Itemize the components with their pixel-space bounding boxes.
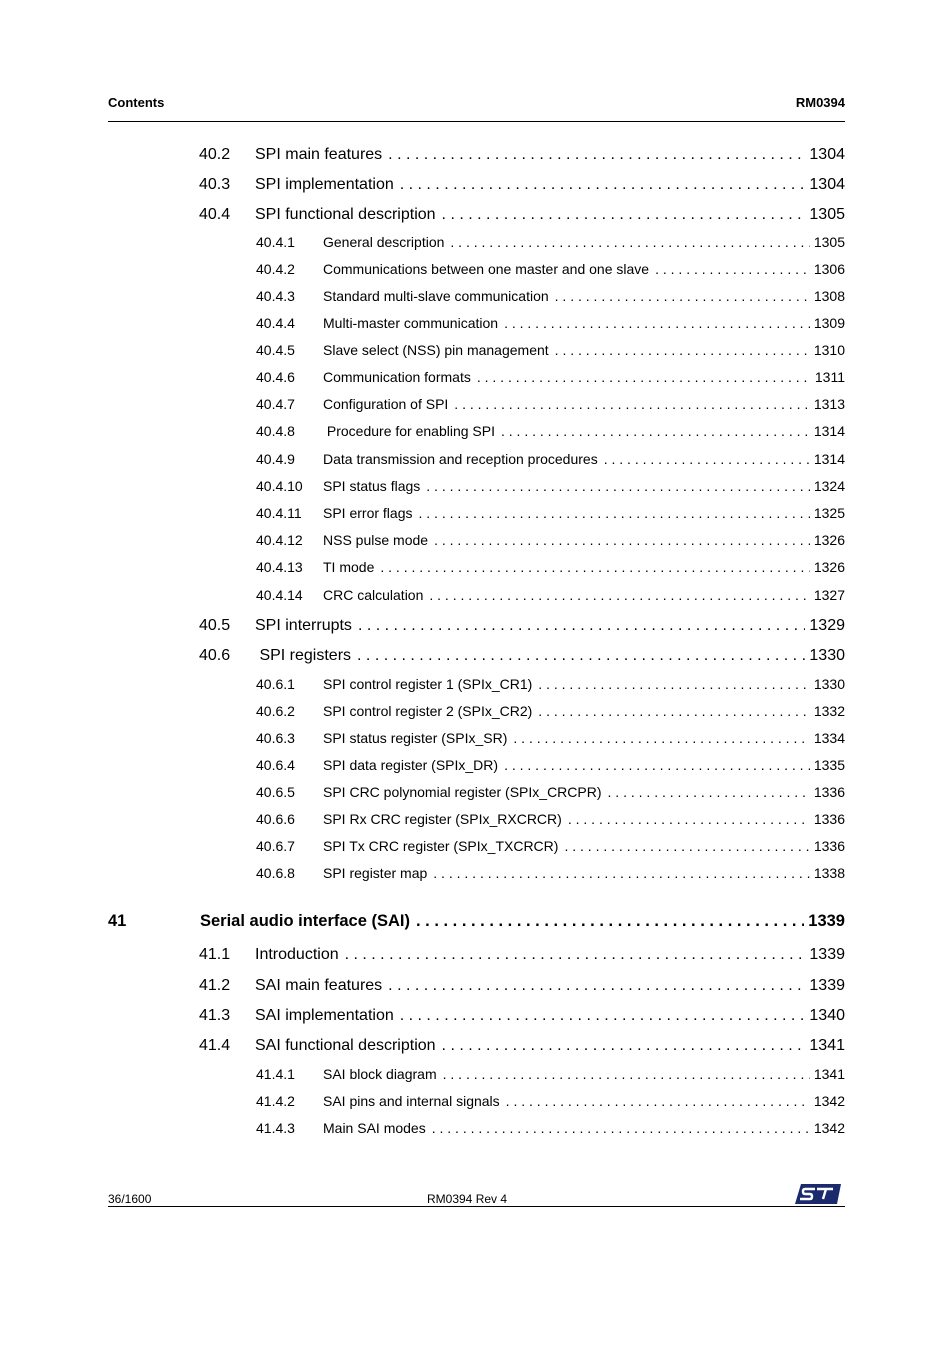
toc-entry-page: 1311 <box>814 369 845 385</box>
toc-entry[interactable] <box>256 478 845 494</box>
toc-entry-page: 1339 <box>808 912 845 930</box>
toc-entry-number: 40.4.5 <box>256 342 295 358</box>
toc-entry-page: 1341 <box>813 1066 845 1082</box>
toc-entry-number: 40.6.3 <box>256 730 295 746</box>
toc-entry-number: 40.5 <box>199 617 231 634</box>
toc-entry-page: 1334 <box>813 730 845 746</box>
toc-dot-leader <box>568 811 810 827</box>
toc-entry[interactable] <box>256 1093 845 1109</box>
header-doc-id: RM0394 <box>795 95 845 110</box>
toc-entry[interactable] <box>256 451 845 467</box>
toc-dot-leader <box>454 396 810 412</box>
toc-entry[interactable] <box>256 369 845 385</box>
toc-entry-title: SPI status flags <box>323 478 421 494</box>
toc-entry-page: 1342 <box>813 1120 845 1136</box>
toc-entry-number: 41.4.1 <box>256 1066 295 1082</box>
toc-entry-number: 41.4.2 <box>256 1093 295 1109</box>
toc-entry-page: 1309 <box>813 315 845 331</box>
toc-entry-page: 1335 <box>813 757 845 773</box>
toc-dot-leader <box>400 176 806 194</box>
toc-entry-number: 40.6.4 <box>256 757 295 773</box>
toc-entry-page: 1326 <box>813 559 845 575</box>
toc-entry[interactable] <box>199 146 845 164</box>
toc-entry[interactable] <box>256 838 845 854</box>
toc-entry-page: 1342 <box>813 1093 845 1109</box>
toc-dot-leader <box>538 676 810 692</box>
header-section-title: Contents <box>108 95 165 110</box>
toc-entry[interactable] <box>199 1007 845 1025</box>
toc-entry-number: 40.4.13 <box>256 559 303 575</box>
toc-dot-leader <box>564 838 809 854</box>
toc-entry[interactable] <box>256 1066 845 1082</box>
toc-dot-leader <box>477 369 811 385</box>
toc-entry[interactable] <box>199 176 845 194</box>
toc-entry-title: SPI Rx CRC register (SPIx_RXCRCR) <box>323 811 562 827</box>
toc-dot-leader <box>538 703 810 719</box>
toc-dot-leader <box>555 288 810 304</box>
toc-entry-title: Communication formats <box>323 369 471 385</box>
toc-entry-page: 1326 <box>813 532 845 548</box>
toc-entry-number: 40.4.4 <box>256 315 295 331</box>
toc-entry-number: 40.4.1 <box>256 234 295 250</box>
toc-entry-page: 1313 <box>813 396 845 412</box>
toc-dot-leader <box>608 784 810 800</box>
page-footer <box>108 1184 845 1207</box>
toc-entry[interactable] <box>199 617 845 635</box>
toc-entry-page: 1308 <box>813 288 845 304</box>
toc-dot-leader <box>418 505 809 521</box>
toc-entry[interactable] <box>199 206 845 224</box>
toc-entry-page: 1305 <box>813 234 845 250</box>
toc-entry-number: 40.6.1 <box>256 676 295 692</box>
toc-entry-title: NSS pulse mode <box>323 532 429 548</box>
toc-entry-page: 1332 <box>813 703 845 719</box>
toc-entry[interactable] <box>256 811 845 827</box>
toc-entry-number: 40.4.14 <box>256 587 303 603</box>
toc-entry-number: 40.4.3 <box>256 288 295 304</box>
toc-entry[interactable] <box>256 423 845 439</box>
toc-entry-number: 40.4.11 <box>256 505 302 521</box>
toc-entry-page: 1339 <box>809 977 845 994</box>
toc-entry-title: Procedure for enabling SPI <box>323 423 495 439</box>
footer-doc-revision: RM0394 Rev 4 <box>427 1192 508 1206</box>
toc-entry-page: 1338 <box>813 865 845 881</box>
toc-entry-title: SPI error flags <box>323 505 413 521</box>
toc-entry[interactable] <box>256 396 845 412</box>
toc-entry-number: 40.4.12 <box>256 532 303 548</box>
toc-entry-number: 40.6.7 <box>256 838 295 854</box>
toc-dot-leader <box>358 617 805 635</box>
toc-dot-leader <box>400 1007 806 1025</box>
toc-entry-number: 41.4.3 <box>256 1120 295 1136</box>
toc-entry[interactable] <box>256 730 845 746</box>
toc-entry-title: Main SAI modes <box>323 1120 426 1136</box>
toc-dot-leader <box>442 1037 806 1055</box>
st-logo-icon <box>795 1184 841 1204</box>
toc-entry-page: 1314 <box>813 451 845 467</box>
toc-dot-leader <box>433 865 810 881</box>
toc-entry[interactable] <box>256 703 845 719</box>
toc-dot-leader <box>501 423 810 439</box>
toc-entry-page: 1336 <box>813 811 845 827</box>
toc-entry-title: SPI functional description <box>255 206 436 223</box>
toc-entry-page: 1330 <box>813 676 845 692</box>
toc-entry[interactable] <box>256 315 845 331</box>
toc-entry-number: 40.6.2 <box>256 703 295 719</box>
toc-entry-title: General description <box>323 234 445 250</box>
toc-dot-leader <box>513 730 809 746</box>
toc-entry[interactable] <box>256 532 845 548</box>
toc-entry-title: SPI implementation <box>255 176 394 193</box>
toc-entry-title: SAI implementation <box>255 1007 394 1024</box>
page-header <box>108 93 845 122</box>
toc-dot-leader <box>555 342 810 358</box>
toc-entry-page: 1310 <box>813 342 845 358</box>
toc-entry-title: SAI pins and internal signals <box>323 1093 500 1109</box>
toc-entry-title: Standard multi-slave communication <box>323 288 549 304</box>
toc-entry-number: 40.4.10 <box>256 478 303 494</box>
toc-entry[interactable] <box>199 647 845 665</box>
toc-dot-leader <box>434 532 810 548</box>
toc-dot-leader <box>429 587 809 603</box>
toc-entry-title: SPI CRC polynomial register (SPIx_CRCPR) <box>323 784 602 800</box>
toc-entry-title: Serial audio interface (SAI) <box>200 912 410 930</box>
toc-dot-leader <box>655 261 810 277</box>
toc-entry-page: 1324 <box>813 478 845 494</box>
toc-entry-page: 1314 <box>813 423 845 439</box>
toc-entry[interactable] <box>199 1037 845 1055</box>
toc-dot-leader <box>357 647 805 665</box>
toc-entry[interactable] <box>199 977 845 995</box>
toc-entry-page: 1340 <box>809 1007 845 1024</box>
toc-entry-title: Slave select (NSS) pin management <box>323 342 549 358</box>
toc-entry[interactable] <box>199 946 845 964</box>
toc-entry-title: Data transmission and reception procedures <box>323 451 598 467</box>
toc-entry-number: 40.4.6 <box>256 369 295 385</box>
toc-entry-title: SPI register map <box>323 865 428 881</box>
toc-entry-number: 40.4 <box>199 206 231 223</box>
toc-entry-number: 41.3 <box>199 1007 231 1024</box>
toc-dot-leader <box>504 315 810 331</box>
footer-page-number: 36/1600 <box>108 1192 152 1206</box>
toc-entry-title: SAI block diagram <box>323 1066 437 1082</box>
toc-entry-page: 1327 <box>813 587 845 603</box>
toc-entry-title: SAI main features <box>255 977 383 994</box>
toc-entry[interactable] <box>256 865 845 881</box>
toc-entry-title: SPI registers <box>255 647 352 664</box>
toc-dot-leader <box>604 451 810 467</box>
toc-entry-title: SPI Tx CRC register (SPIx_TXCRCR) <box>323 838 559 854</box>
toc-entry-number: 40.4.9 <box>256 451 295 467</box>
toc-entry-number: 40.4.8 <box>256 423 295 439</box>
toc-entry-page: 1336 <box>813 838 845 854</box>
toc-entry-number: 40.6.5 <box>256 784 295 800</box>
toc-entry-title: Multi-master communication <box>323 315 499 331</box>
toc-dot-leader <box>450 234 809 250</box>
toc-entry-number: 40.6.8 <box>256 865 295 881</box>
toc-entry-number: 41.4 <box>199 1037 231 1054</box>
toc-entry-number: 40.3 <box>199 176 231 193</box>
toc-entry-title: SPI status register (SPIx_SR) <box>323 730 508 746</box>
toc-dot-leader <box>345 946 806 964</box>
toc-entry[interactable] <box>256 342 845 358</box>
toc-entry-page: 1336 <box>813 784 845 800</box>
toc-entry-title: SAI functional description <box>255 1037 436 1054</box>
toc-dot-leader <box>426 478 810 494</box>
toc-entry-title: Configuration of SPI <box>323 396 449 412</box>
toc-entry[interactable] <box>108 912 845 931</box>
toc-entry-page: 1305 <box>809 206 845 223</box>
toc-entry[interactable] <box>256 587 845 603</box>
toc-entry-page: 1330 <box>809 647 845 664</box>
toc-entry[interactable] <box>256 559 845 575</box>
toc-entry[interactable] <box>256 1120 845 1136</box>
toc-dot-leader <box>442 206 806 224</box>
toc-entry-title: SPI main features <box>255 146 383 163</box>
toc-entry-page: 1325 <box>813 505 845 521</box>
toc-entry-title: CRC calculation <box>323 587 424 603</box>
toc-entry-number: 40.6 <box>199 647 231 664</box>
toc-entry-number: 40.6.6 <box>256 811 295 827</box>
toc-entry-title: Communications between one master and one slave <box>323 261 650 277</box>
toc-entry-page: 1339 <box>809 946 845 963</box>
toc-entry-page: 1341 <box>809 1037 845 1054</box>
toc-entry[interactable] <box>256 234 845 250</box>
toc-entry-number: 40.4.7 <box>256 396 295 412</box>
toc-dot-leader <box>388 146 805 164</box>
toc-dot-leader <box>506 1093 810 1109</box>
toc-entry-number: 41.2 <box>199 977 231 994</box>
toc-entry-page: 1304 <box>809 146 845 163</box>
toc-entry-page: 1306 <box>813 261 845 277</box>
toc-entry[interactable] <box>256 505 845 521</box>
toc-dot-leader <box>416 912 804 931</box>
toc-dot-leader <box>443 1066 810 1082</box>
toc-entry-title: SPI interrupts <box>255 617 352 634</box>
toc-entry-number: 41 <box>108 912 127 930</box>
toc-entry-title: SPI control register 1 (SPIx_CR1) <box>323 676 533 692</box>
toc-entry[interactable] <box>256 261 845 277</box>
toc-entry-number: 40.2 <box>199 146 231 163</box>
toc-entry-title: SPI data register (SPIx_DR) <box>323 757 499 773</box>
toc-entry[interactable] <box>256 288 845 304</box>
toc-entry-title: SPI control register 2 (SPIx_CR2) <box>323 703 533 719</box>
toc-entry-title: Introduction <box>255 946 339 963</box>
toc-entry-number: 41.1 <box>199 946 231 963</box>
toc-dot-leader <box>388 977 805 995</box>
toc-entry[interactable] <box>256 757 845 773</box>
toc-entry-page: 1329 <box>809 617 845 634</box>
toc-dot-leader <box>504 757 810 773</box>
toc-dot-leader <box>380 559 809 575</box>
toc-dot-leader <box>432 1120 810 1136</box>
toc-entry-page: 1304 <box>809 176 845 193</box>
toc-entry[interactable] <box>256 784 845 800</box>
toc-entry[interactable] <box>256 676 845 692</box>
toc-entry-title: TI mode <box>323 559 375 575</box>
toc-entry-number: 40.4.2 <box>256 261 295 277</box>
